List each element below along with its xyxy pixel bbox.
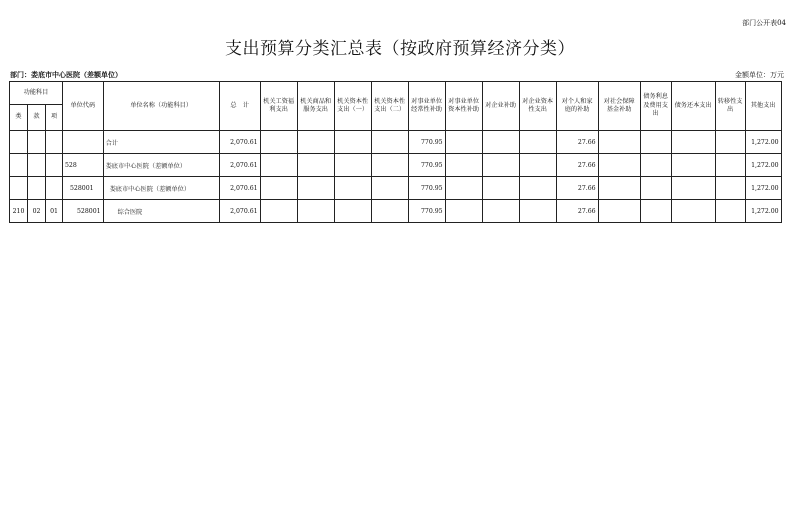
header-col: 债务利息及费用支出 [640, 82, 671, 131]
header-col: 机关资本性支出（一） [334, 82, 371, 131]
header-lei: 类 [10, 105, 28, 131]
cell-value [519, 177, 556, 200]
cell-value [371, 154, 408, 177]
header-col: 对企业资本性支出 [519, 82, 556, 131]
cell-value [260, 131, 297, 154]
page-title: 支出预算分类汇总表（按政府预算经济分类） [225, 39, 575, 59]
cell-value [297, 177, 334, 200]
header-col: 债务还本支出 [671, 82, 715, 131]
cell-value [334, 200, 371, 223]
header-col: 机关工资福利支出 [260, 82, 297, 131]
cell-value [297, 154, 334, 177]
cell-value: 1,272.00 [745, 200, 781, 223]
header-xiang: 项 [46, 105, 63, 131]
header-col: 转移性支出 [715, 82, 745, 131]
header-col: 其他支出 [745, 82, 781, 131]
cell-value [640, 154, 671, 177]
cell-value [371, 131, 408, 154]
cell-lei: 210 [10, 200, 28, 223]
header-col: 对社会保障基金补助 [598, 82, 640, 131]
cell-unit-name: 合计 [103, 131, 219, 154]
cell-xiang: 01 [46, 200, 63, 223]
header-total: 总 计 [219, 82, 260, 131]
cell-value [640, 131, 671, 154]
cell-unit-name: 娄底市中心医院（差额单位） [103, 177, 219, 200]
cell-value [640, 200, 671, 223]
cell-value: 27.66 [556, 200, 598, 223]
cell-value [371, 200, 408, 223]
cell-kuan [28, 154, 46, 177]
cell-kuan [28, 177, 46, 200]
cell-value [519, 200, 556, 223]
cell-value [445, 131, 482, 154]
cell-value: 770.95 [408, 154, 445, 177]
cell-value [297, 131, 334, 154]
cell-value [334, 154, 371, 177]
cell-value: 770.95 [408, 131, 445, 154]
cell-value [671, 200, 715, 223]
cell-xiang [46, 131, 63, 154]
cell-value: 27.66 [556, 177, 598, 200]
amount-unit-label: 金额单位：万元 [735, 71, 784, 79]
header-unit-code: 单位代码 [63, 82, 104, 131]
cell-total: 2,070.61 [219, 131, 260, 154]
header-col: 对个人和家庭的补助 [556, 82, 598, 131]
cell-kuan [28, 131, 46, 154]
cell-xiang [46, 177, 63, 200]
department-label: 部门：娄底市中心医院（差额单位） [10, 70, 122, 79]
cell-value [640, 177, 671, 200]
header-col: 机关商品和服务支出 [297, 82, 334, 131]
cell-value [598, 131, 640, 154]
cell-value [598, 177, 640, 200]
cell-value [482, 131, 519, 154]
cell-unit-code [63, 131, 104, 154]
cell-value: 27.66 [556, 154, 598, 177]
cell-value [671, 154, 715, 177]
header-col: 机关资本性支出（二） [371, 82, 408, 131]
cell-value [297, 200, 334, 223]
cell-lei [10, 177, 28, 200]
cell-value [445, 177, 482, 200]
cell-total: 2,070.61 [219, 154, 260, 177]
cell-value: 1,272.00 [745, 177, 781, 200]
cell-value [519, 131, 556, 154]
cell-value [334, 131, 371, 154]
cell-value: 770.95 [408, 177, 445, 200]
cell-value [715, 131, 745, 154]
cell-value [260, 154, 297, 177]
cell-value [715, 177, 745, 200]
cell-value [671, 131, 715, 154]
cell-value [260, 200, 297, 223]
cell-xiang [46, 154, 63, 177]
header-col: 对事业单位经常性补助 [408, 82, 445, 131]
cell-unit-name: 娄底市中心医院（差额单位） [103, 154, 219, 177]
table-row [10, 131, 782, 154]
cell-value [482, 154, 519, 177]
cell-unit-name: 综合医院 [103, 200, 219, 223]
cell-value [598, 200, 640, 223]
cell-value [260, 177, 297, 200]
cell-value [482, 177, 519, 200]
cell-unit-code: 528 [63, 154, 104, 177]
cell-value [334, 177, 371, 200]
header-func-group: 功能科目 [10, 82, 63, 105]
cell-value [715, 200, 745, 223]
cell-total: 2,070.61 [219, 200, 260, 223]
cell-value [715, 154, 745, 177]
cell-value: 770.95 [408, 200, 445, 223]
cell-lei [10, 154, 28, 177]
cell-unit-code: 528001 [63, 200, 104, 223]
cell-value: 1,272.00 [745, 154, 781, 177]
form-number-label: 部门公开表04 [742, 19, 786, 27]
table-row [10, 154, 782, 177]
header-unit-name: 单位名称（功能科目） [103, 82, 219, 131]
cell-value [482, 200, 519, 223]
cell-lei [10, 131, 28, 154]
cell-value [445, 200, 482, 223]
table-row [10, 200, 782, 223]
budget-table [9, 81, 782, 223]
cell-value [445, 154, 482, 177]
table-row [10, 177, 782, 200]
cell-kuan: 02 [28, 200, 46, 223]
cell-unit-code: 528001 [63, 177, 104, 200]
cell-value: 1,272.00 [745, 131, 781, 154]
cell-value: 27.66 [556, 131, 598, 154]
cell-value [671, 177, 715, 200]
header-kuan: 款 [28, 105, 46, 131]
cell-total: 2,070.61 [219, 177, 260, 200]
header-col: 对事业单位资本性补助 [445, 82, 482, 131]
header-col: 对企业补助 [482, 82, 519, 131]
cell-value [519, 154, 556, 177]
cell-value [598, 154, 640, 177]
cell-value [371, 177, 408, 200]
